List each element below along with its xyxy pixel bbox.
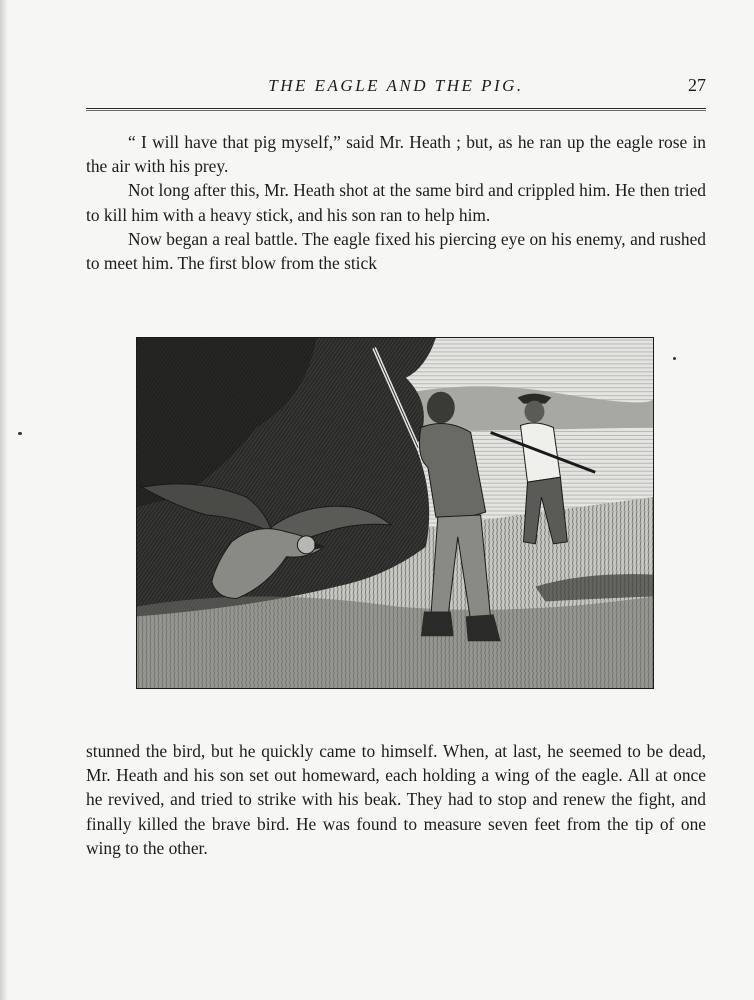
paragraph: stunned the bird, but he quickly came to himself. When, at last, he seemed to be dead, Mr. Heath and his son set out homeward, each holding a wing of the eagle. All at once he revived, and tried to strike with his beak. They had to stop and renew the fight, and finally killed the brave bird. He was found to measure seven feet from the tip of one wing to the other. (86, 741, 706, 858)
page-edge (0, 0, 8, 1000)
page-number: 27 (688, 75, 706, 95)
body-text-bottom (86, 739, 706, 860)
running-head (86, 74, 706, 98)
illustration-eagle-fight (136, 337, 654, 689)
engraving-image (137, 338, 653, 688)
body-text-top (86, 130, 706, 275)
paragraph: Not long after this, Mr. Heath shot at the same bird and crippled him. He then tried to kill him with a heavy stick, and his son ran to help him. (86, 180, 706, 225)
print-speck (18, 432, 22, 435)
print-speck (673, 357, 676, 360)
paragraph: “ I will have that pig myself,” said Mr. Heath ; but, as he ran up the eagle rose in the air with his prey. (86, 132, 706, 177)
header-rule (86, 108, 706, 111)
paragraph: Now began a real battle. The eagle fixed his piercing eye on his enemy, and rushed to meet him. The first blow from the stick (86, 228, 706, 274)
running-title: THE EAGLE AND THE PIG. (268, 76, 524, 95)
